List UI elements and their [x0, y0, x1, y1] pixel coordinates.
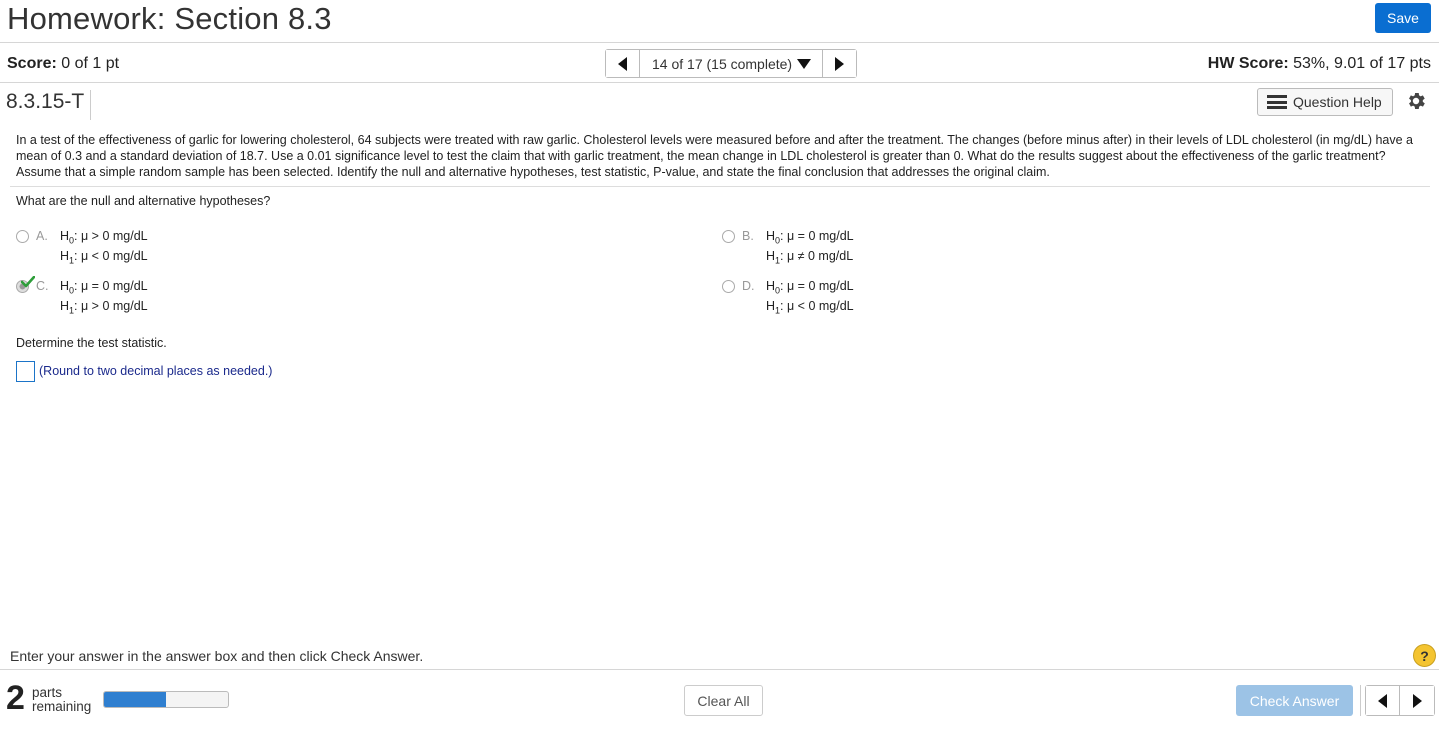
previous-question-button[interactable]	[606, 50, 640, 77]
previous-question-button[interactable]	[1366, 686, 1400, 715]
radio-a[interactable]	[16, 230, 29, 243]
score-bar	[0, 43, 1439, 83]
question-help-label: Question Help	[1293, 94, 1382, 110]
choice-letter: D.	[742, 279, 755, 293]
choice-h1: $H_1$: μ < 0 mg/dL	[60, 249, 148, 266]
footer-navigator	[1365, 685, 1435, 716]
choice-b[interactable]	[722, 229, 1122, 269]
save-button[interactable]: Save	[1375, 3, 1431, 33]
choice-h0: $H_0$: μ = 0 mg/dL	[60, 279, 148, 296]
question-select[interactable]	[640, 50, 822, 77]
hw-score-value: 53%, 9.01 of 17 pts	[1293, 55, 1431, 72]
progress-fill	[104, 692, 166, 707]
answer-instruction: Enter your answer in the answer box and then click Check Answer.	[10, 648, 424, 664]
choice-h1: $H_1$: μ > 0 mg/dL	[60, 299, 148, 316]
question-content	[10, 123, 1430, 643]
choice-h0: $H_0$: μ > 0 mg/dL	[60, 229, 148, 246]
list-icon	[1267, 95, 1287, 109]
next-question-button[interactable]	[1400, 686, 1434, 715]
parts-count: 2	[6, 679, 25, 717]
problem-statement: In a test of the effectiveness of garlic for lowering cholesterol, 64 subjects were treated with raw garlic. Cholesterol levels were measured before and after the treatment. The changes (before minus after) in their levels of LDL cholesterol (in mg/dL) have a mean of 0.3 and a standard deviation of 18.7. Use a 0.01 significance level to test the claim that with garlic treatment, the mean change in LDL cholesterol is greater than 0. What do the results suggest about the effectiveness of the garlic treatment? Assume that a simple random sample has been selected. Identify the null and alternative hypotheses, test statistic, P-value, and state the final conclusion that addresses the original claim.	[16, 133, 1414, 179]
radio-b[interactable]	[722, 230, 735, 243]
question-id: 8.3.15-T	[6, 90, 91, 120]
choice-letter: A.	[36, 229, 48, 243]
choice-h0: $H_0$: μ = 0 mg/dL	[766, 229, 854, 246]
score-label: Score:	[7, 55, 57, 72]
divider	[10, 186, 1430, 187]
help-icon[interactable]: ?	[1413, 644, 1436, 667]
arrow-right-icon	[835, 57, 844, 71]
next-question-button[interactable]	[822, 50, 856, 77]
choice-a[interactable]	[16, 229, 416, 269]
choice-letter: C.	[36, 279, 49, 293]
question-bar	[0, 83, 1439, 121]
test-statistic-input[interactable]	[16, 361, 35, 382]
arrow-left-icon	[1378, 694, 1387, 708]
parts-remaining-label: parts remaining	[32, 685, 92, 714]
progress-bar	[103, 691, 229, 708]
question-help-button[interactable]	[1257, 88, 1393, 116]
title-bar	[0, 0, 1439, 43]
rounding-hint: (Round to two decimal places as needed.)	[39, 364, 273, 378]
choice-h0: $H_0$: μ = 0 mg/dL	[766, 279, 854, 296]
test-statistic-prompt: Determine the test statistic.	[16, 336, 167, 350]
arrow-left-icon	[618, 57, 627, 71]
arrow-right-icon	[1413, 694, 1422, 708]
divider	[1360, 685, 1361, 716]
clear-all-button[interactable]: Clear All	[684, 685, 763, 716]
page-title: Homework: Section 8.3	[7, 1, 332, 36]
caret-down-icon	[797, 59, 811, 69]
question-position: 14 of 17 (15 complete)	[652, 55, 793, 72]
footer-bar	[0, 669, 1439, 730]
choice-d[interactable]	[722, 279, 1122, 319]
gear-icon[interactable]	[1405, 90, 1427, 112]
score-value: 0 of 1 pt	[61, 55, 120, 72]
score	[7, 55, 119, 73]
choice-h1: $H_1$: μ ≠ 0 mg/dL	[766, 249, 854, 266]
hw-score-label: HW Score:	[1207, 55, 1289, 72]
hypotheses-prompt: What are the null and alternative hypotheses?	[16, 194, 271, 208]
hw-score	[1208, 55, 1431, 73]
radio-d[interactable]	[722, 280, 735, 293]
question-navigator	[605, 49, 857, 78]
choice-letter: B.	[742, 229, 754, 243]
checkmark-icon	[21, 276, 35, 288]
choice-h1: $H_1$: μ < 0 mg/dL	[766, 299, 854, 316]
choice-c[interactable]	[16, 279, 416, 319]
check-answer-button[interactable]: Check Answer	[1236, 685, 1353, 716]
